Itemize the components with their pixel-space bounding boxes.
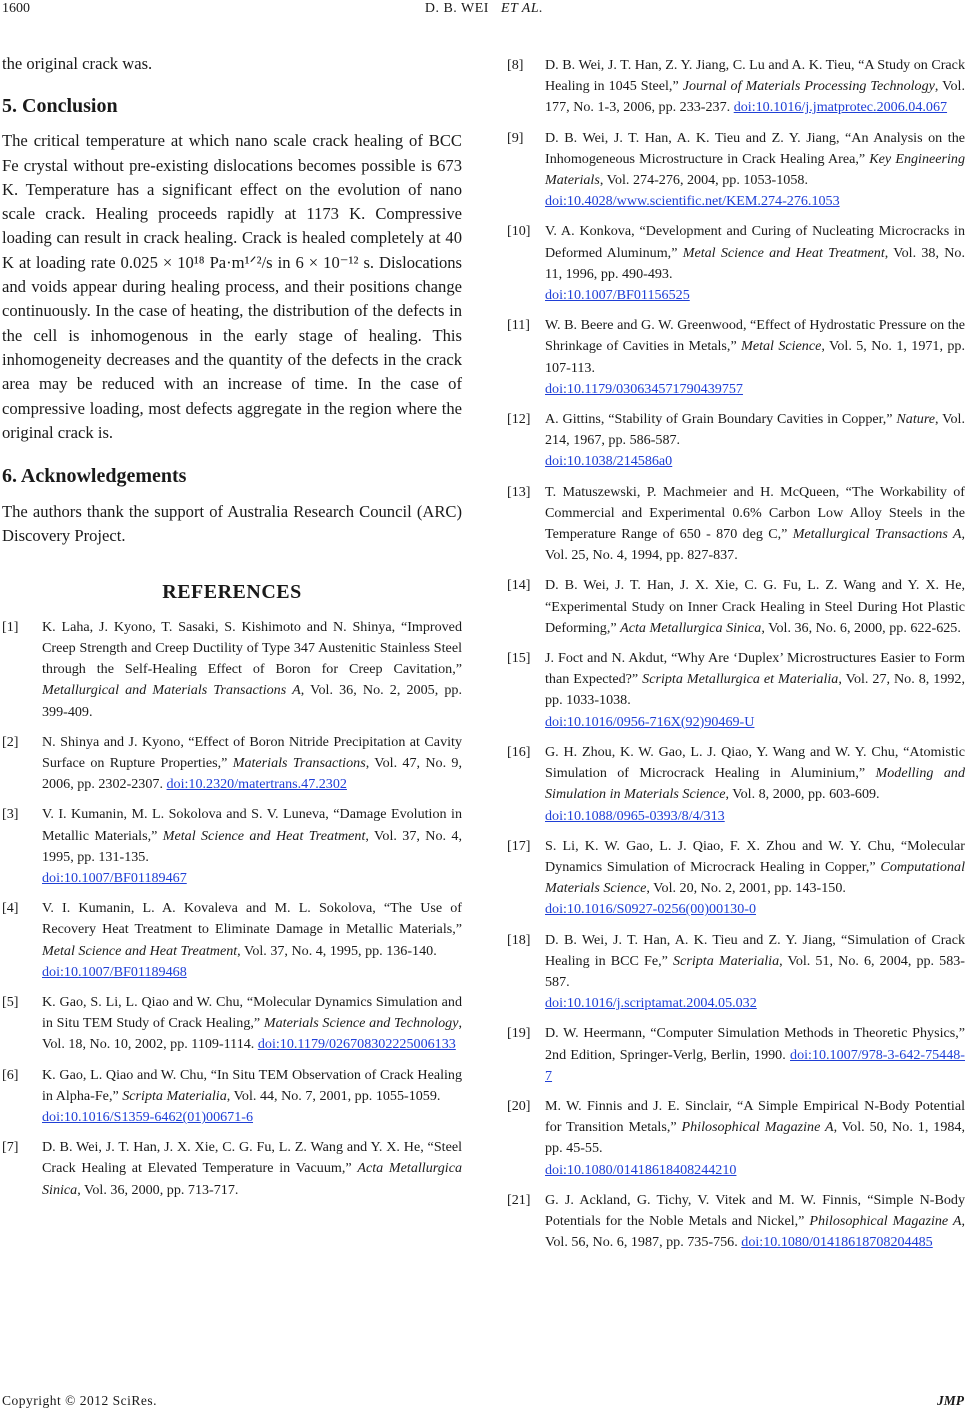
header-et-al: ET AL. (500, 1, 544, 16)
reference-journal: Acta Metallurgica Sinica (620, 619, 762, 636)
reference-authors-title: G. J. Ackland, G. Tichy, V. Vitek and M. W. Finnis, “Simple N-Body Potentials for the Noble Metals and Nickel,” (545, 1191, 965, 1229)
reference-details: , Vol. 5, No. 1, 1971, pp. 107-113. (545, 338, 965, 376)
reference-number: [5] (2, 994, 19, 1010)
reference-number: [14] (507, 577, 531, 594)
reference-doi-link[interactable]: doi:10.1016/S1359-6462(01)00671-6 (42, 1109, 254, 1126)
reference-item (2, 898, 462, 983)
reference-doi-link[interactable]: doi:10.1179/030634571790439757 (545, 380, 743, 397)
reference-doi-link[interactable]: doi:10.1179/026708302225006133 (257, 1036, 456, 1053)
reference-authors-title: K. Gao, L. Qiao and W. Chu, “In Situ TEM Observation of Crack Healing in Alpha-Fe,” (42, 1066, 462, 1104)
right-column (507, 55, 965, 1262)
reference-journal: Materials Science and Technology (263, 1015, 459, 1032)
reference-text (545, 836, 965, 921)
reference-details: , Vol. 25, No. 4, 1994, pp. 827-837. (545, 526, 965, 564)
reference-doi-link[interactable]: doi:10.2320/matertrans.47.2302 (166, 776, 347, 793)
reference-text (545, 1096, 965, 1181)
reference-number: [21] (507, 1191, 531, 1208)
reference-number: [3] (2, 806, 19, 823)
acknowledgements-text: The authors thank the support of Australia Research Council (ARC) Discovery Project. (2, 502, 462, 546)
reference-authors-title: V. I. Kumanin, M. L. Sokolova and S. V. Luneva, “Damage Evolution in Metallic Materials,” (42, 806, 462, 844)
reference-number: [6] (2, 1066, 19, 1083)
reference-journal: Key Engineering Materials (545, 150, 966, 189)
reference-doi-link[interactable]: doi:10.1016/S0927-0256(00)00130-0 (545, 901, 757, 918)
reference-item (2, 992, 462, 1056)
intro-line: the original crack was. (2, 54, 153, 73)
reference-number: [12] (507, 411, 531, 428)
reference-journal: Philosophical Magazine A (681, 1119, 834, 1136)
reference-text (545, 315, 965, 400)
reference-item (2, 1065, 462, 1129)
reference-authors-title: N. Shinya and J. Kyono, “Effect of Boron Nitride Precipitation at Cavity Surface on Rupture Properties,” (42, 733, 462, 771)
reference-text (42, 1065, 462, 1129)
reference-doi-link[interactable]: doi:10.4028/www.scientific.net/KEM.274-276.1053 (545, 193, 840, 210)
reference-details: , Vol. 18, No. 10, 2002, pp. 1109-1114. (42, 1015, 462, 1053)
reference-doi-link[interactable]: doi:10.1016/j.scriptamat.2004.05.032 (545, 995, 757, 1012)
reference-details: , Vol. 36, No. 2, 2005, pp. 399-409. (42, 682, 462, 720)
reference-text (545, 409, 965, 473)
reference-journal: Acta Metallurgica Sinica (42, 1160, 462, 1198)
reference-text (42, 898, 462, 983)
reference-doi-link[interactable]: doi:10.1016/j.jmatprotec.2006.04.067 (733, 99, 948, 116)
reference-details: , Vol. 214, 1967, pp. 586-587. (545, 411, 965, 449)
reference-item (2, 617, 462, 723)
reference-item (507, 128, 965, 213)
reference-details: , Vol. 38, No. 11, 1996, pp. 490-493. (545, 244, 965, 282)
reference-details: , Vol. 37, No. 4, 1995, pp. 136-140. (237, 942, 437, 959)
header-authors: D. B. WEI (424, 1, 489, 16)
reference-authors-title: D. W. Heermann, “Computer Simulation Methods in Theoretic Physics,” 2nd Edition, Springer-Verlg, Berlin, 1990. (545, 1025, 965, 1063)
reference-number: [17] (507, 837, 531, 854)
reference-details: , Vol. 27, No. 8, 1992, pp. 1033-1038. (545, 671, 965, 709)
reference-journal: Scripta Materialia (122, 1087, 227, 1104)
reference-authors-title: D. B. Wei, J. T. Han, J. X. Xie, C. G. Fu, L. Z. Wang and Y. X. He, “Steel Crack Healing at Elevated Temperature in Vacuum,” (42, 1139, 462, 1177)
reference-number: [7] (2, 1139, 19, 1156)
reference-journal: Metal Science and Heat Treatment (42, 942, 238, 959)
reference-text (545, 55, 965, 119)
reference-item (507, 930, 965, 1015)
reference-authors-title: J. Foct and N. Akdut, “Why Are ‘Duplex’ Microstructures Easier to Form than Expected?” (545, 650, 965, 688)
reference-details: , Vol. 36, 2000, pp. 713-717. (77, 1181, 239, 1198)
reference-item (507, 648, 965, 733)
reference-item (507, 409, 965, 473)
reference-authors-title: G. H. Zhou, K. W. Gao, L. J. Qiao, Y. Wang and W. Y. Chu, “Atomistic Simulation of Microcrack Healing in Aluminium,” (545, 743, 965, 782)
reference-journal: Metal Science (741, 338, 822, 355)
reference-text (545, 482, 965, 567)
reference-number: [1] (2, 618, 19, 635)
reference-number: [8] (507, 57, 524, 73)
reference-journal: Philosophical Magazine A (809, 1212, 962, 1229)
reference-details: , Vol. 8, 2000, pp. 603-609. (725, 786, 880, 803)
reference-item (2, 804, 462, 889)
reference-details: , Vol. 37, No. 4, 1995, pp. 131-135. (42, 827, 462, 865)
reference-details: , Vol. 36, No. 6, 2000, pp. 622-625. (761, 619, 961, 636)
running-header (0, 0, 968, 22)
reference-number: [16] (507, 743, 531, 760)
reference-number: [20] (507, 1097, 531, 1114)
conclusion-heading: 5. Conclusion (2, 95, 118, 118)
reference-journal: Scripta Metallurgica et Materialia (642, 671, 839, 688)
reference-text (42, 992, 462, 1056)
reference-number: [13] (507, 483, 531, 500)
reference-item (507, 836, 965, 921)
reference-item (507, 742, 965, 827)
references-list-left (2, 617, 462, 1201)
reference-number: [2] (2, 733, 19, 750)
reference-authors-title: D. B. Wei, J. T. Han, J. X. Xie, C. G. Fu, L. Z. Wang and Y. X. He, “Experimental Study on Inner Crack Healing in Steel During Hot Plastic Deforming,” (545, 577, 965, 636)
copyright-notice: Copyright © 2012 SciRes. (2, 1393, 158, 1408)
reference-item (507, 1190, 965, 1254)
reference-doi-link[interactable]: doi:10.1038/214586a0 (545, 453, 673, 470)
reference-details: , Vol. 44, No. 7, 2001, pp. 1055-1059. (226, 1087, 441, 1104)
left-column (2, 52, 462, 1210)
reference-text (42, 732, 462, 796)
reference-number: [10] (507, 223, 531, 240)
reference-journal: Nature (896, 411, 936, 428)
reference-journal: Metal Science and Heat Treatment (162, 827, 366, 844)
reference-number: [9] (507, 129, 524, 146)
reference-authors-title: V. I. Kumanin, L. A. Kovaleva and M. L. Sokolova, “The Use of Recovery Heat Treatment to Eliminate Damage in Metallic Materials,” (42, 900, 462, 938)
references-heading: REFERENCES (162, 580, 302, 603)
reference-text (545, 1023, 965, 1087)
conclusion-text: The critical temperature at which nano scale crack healing of BCC Fe crystal without pre-existing dislocations becomes possible is 673 K. Temperature has a significant effect on the evolution of nano scale crack. Healing proceeds rapidly at 1173 K. Compressive loading can result in crack healing. Crack is healed completely at 40 K at loading rate 0.025 × 10¹⁸ Pa·m¹ᐟ²/s in 6 × 10⁻¹² s. Dislocations and voids appear during healing process, and their positions change continuously. In the case of heating, the distribution of the defects in the cell is inhomogenous in the early stage of healing. This inhomogeneity decreases and the quantity of the defects in the crack area may be reduced with an increase of time. In the case of compressive loading, most defects aggregate in the region where the original crack is. (2, 131, 462, 442)
reference-authors-title: V. A. Konkova, “Development and Curing of Nucleating Microcracks in Deformed Aluminum,” (545, 223, 965, 261)
reference-text (545, 930, 965, 1015)
reference-journal: Journal of Materials Processing Technology (682, 78, 935, 95)
reference-doi-link[interactable]: doi:10.1080/01418618708204485 (741, 1234, 933, 1251)
reference-authors-title: W. B. Beere and G. W. Greenwood, “Effect of Hydrostatic Pressure on the Shrinkage of Cavities in Metals,” (545, 317, 965, 355)
reference-authors-title: K. Gao, S. Li, L. Qiao and W. Chu, “Molecular Dynamics Simulation and in Situ TEM Study of Crack Healing,” (42, 994, 462, 1032)
reference-details: , Vol. 20, No. 2, 2001, pp. 143-150. (646, 880, 846, 897)
reference-details: , Vol. 50, No. 1, 1984, pp. 45-55. (545, 1119, 965, 1157)
reference-text (42, 804, 462, 889)
reference-details: , Vol. 274-276, 2004, pp. 1053-1058. (599, 172, 808, 189)
reference-number: [4] (2, 900, 19, 917)
reference-authors-title: T. Matuszewski, P. Machmeier and H. McQueen, “The Workability of Commercial and Experimental 0.6% Carbon Low Alloy Steels in the Temperature Range of 650 - 870 deg C,” (545, 483, 965, 543)
reference-item (2, 732, 462, 796)
reference-details: , Vol. 177, No. 1-3, 2006, pp. 233-237. (545, 78, 966, 116)
journal-abbreviation: JMP (937, 1393, 964, 1408)
references-list-right (507, 55, 965, 1253)
reference-doi-link[interactable]: doi:10.1016/0956-716X(92)90469-U (545, 713, 755, 730)
reference-doi-link[interactable]: doi:10.1007/BF01189467 (42, 869, 187, 886)
reference-journal: Metallurgical and Materials Transactions A (42, 682, 301, 699)
reference-item (507, 482, 965, 567)
reference-authors-title: D. B. Wei, J. T. Han, Z. Y. Jiang, C. Lu and A. K. Tieu, “A Study on Crack Healing in 1045 Steel,” (545, 57, 965, 95)
acknowledgements-heading: 6. Acknowledgements (2, 465, 187, 488)
reference-details: , Vol. 47, No. 9, 2006, pp. 2302-2307. (42, 754, 462, 793)
reference-text (545, 648, 965, 733)
reference-doi-link[interactable]: doi:10.1007/BF01156525 (545, 287, 690, 304)
reference-doi-link[interactable]: doi:10.1080/01418618408244210 (545, 1161, 737, 1178)
reference-doi-link[interactable]: doi:10.1007/BF01189468 (42, 963, 187, 980)
reference-text (545, 1190, 965, 1254)
reference-item (2, 1137, 462, 1201)
reference-journal: Computational Materials Science (545, 858, 965, 897)
reference-doi-link[interactable]: doi:10.1088/0965-0393/8/4/313 (545, 807, 725, 824)
reference-item (507, 315, 965, 400)
reference-number: [19] (507, 1025, 531, 1042)
reference-number: [15] (507, 650, 531, 667)
reference-doi-link[interactable]: doi:10.1007/978-3-642-75448-7 (545, 1046, 965, 1084)
reference-authors-title: K. Laha, J. Kyono, T. Sasaki, S. Kishimoto and N. Shinya, “Improved Creep Strength and Creep Ductility of Type 347 Austenitic Stainless Steel through the Self-Healing Effect of Boron for Creep Cavitation,” (42, 618, 462, 678)
reference-item (507, 55, 965, 119)
reference-authors-title: D. B. Wei, J. T. Han, A. K. Tieu and Z. Y. Jiang, “Simulation of Crack Healing in BCC Fe,” (545, 931, 965, 969)
reference-journal: Metal Science and Heat Treatment (682, 244, 885, 261)
reference-text (42, 617, 462, 723)
reference-number: [11] (507, 317, 530, 334)
reference-item (507, 1096, 965, 1181)
reference-journal: Materials Transactions (232, 754, 366, 771)
reference-journal: Metallurgical Transactions A (792, 526, 962, 543)
reference-item (507, 221, 965, 306)
page-number: 1600 (2, 1, 30, 16)
reference-authors-title: M. W. Finnis and J. E. Sinclair, “A Simple Empirical N-Body Potential for Transition Metals,” (545, 1097, 965, 1136)
reference-journal: Modelling and Simulation in Materials Science (545, 765, 965, 803)
reference-text (545, 221, 965, 306)
reference-details: , Vol. 51, No. 6, 2004, pp. 583-587. (545, 952, 965, 990)
reference-text (545, 575, 965, 639)
reference-item (507, 1023, 965, 1087)
reference-authors-title: D. B. Wei, J. T. Han, A. K. Tieu and Z. Y. Jiang, “An Analysis on the Inhomogeneous Microstructure in Crack Healing Area,” (545, 129, 965, 167)
reference-authors-title: S. Li, K. W. Gao, L. J. Qiao, F. X. Zhou and W. Y. Chu, “Molecular Dynamics Simulation of Microcrack Healing in Copper,” (545, 837, 965, 875)
reference-number: [18] (507, 931, 531, 948)
reference-text (545, 128, 965, 213)
running-title (0, 1, 968, 17)
reference-authors-title: A. Gittins, “Stability of Grain Boundary Cavities in Copper,” (545, 411, 897, 428)
reference-text (545, 742, 965, 827)
reference-text (42, 1137, 462, 1201)
reference-details: , Vol. 56, No. 6, 1987, pp. 735-756. (545, 1212, 966, 1251)
reference-item (507, 575, 965, 639)
reference-journal: Scripta Materialia (673, 952, 780, 969)
